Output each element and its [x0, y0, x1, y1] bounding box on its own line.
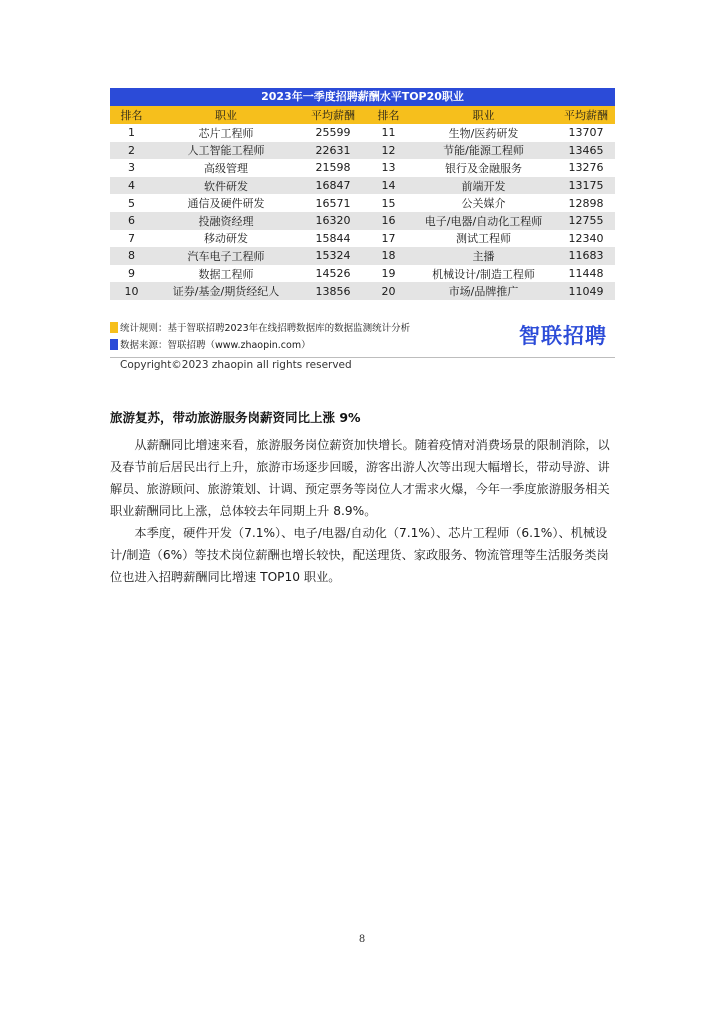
table-cell: 11: [367, 124, 410, 142]
table-cell: 4: [110, 177, 153, 195]
table-cell: 13465: [557, 142, 615, 160]
table-cell: 16: [367, 212, 410, 230]
data-source-text: 数据来源：智联招聘（www.zhaopin.com）: [120, 340, 311, 351]
table-cell: 前端开发: [410, 177, 557, 195]
table-cell: 12: [367, 142, 410, 160]
table-footer: [110, 320, 615, 356]
table-cell: 13175: [557, 177, 615, 195]
yellow-square-icon: [110, 322, 118, 333]
table-row: [110, 247, 615, 265]
table-cell: 11683: [557, 247, 615, 265]
table-cell: 14: [367, 177, 410, 195]
table-cell: 12340: [557, 230, 615, 248]
table-cell: 主播: [410, 247, 557, 265]
table-row: [110, 177, 615, 195]
table-cell: 芯片工程师: [153, 124, 299, 142]
paragraph: 从薪酬同比增速来看，旅游服务岗位薪资加快增长。随着疫情对消费场景的限制消除，以及春节前后居民出行上升，旅游市场逐步回暖，游客出游人次等出现大幅增长，带动导游、讲解员、旅游顾问、旅游策划、计调、预定票务等岗位人才需求火爆，今年一季度旅游服务相关职业薪酬同比上涨，总体较去年同期上升 8.9%。: [110, 438, 610, 518]
table-cell: 10: [110, 282, 153, 300]
table-cell: 13: [367, 159, 410, 177]
table-cell: 市场/品牌推广: [410, 282, 557, 300]
table-header-row: [110, 106, 615, 124]
table-row: [110, 124, 615, 142]
salary-table-block: [110, 88, 615, 300]
zhaopin-logo: 智联招聘: [519, 324, 607, 348]
page-number: 8: [358, 934, 366, 945]
table-cell: 移动研发: [153, 230, 299, 248]
header-occupation: 职业: [410, 106, 557, 124]
table-cell: 银行及金融服务: [410, 159, 557, 177]
stats-rule-text: 统计规则：基于智联招聘2023年在线招聘数据库的数据监测统计分析: [120, 323, 411, 334]
table-title: 2023年一季度招聘薪酬水平TOP20职业: [110, 88, 615, 106]
table-cell: 13856: [299, 282, 367, 300]
header-rank: 排名: [367, 106, 410, 124]
table-cell: 15: [367, 194, 410, 212]
table-cell: 20: [367, 282, 410, 300]
table-cell: 汽车电子工程师: [153, 247, 299, 265]
table-cell: 7: [110, 230, 153, 248]
table-cell: 22631: [299, 142, 367, 160]
table-cell: 投融资经理: [153, 212, 299, 230]
table-cell: 电子/电器/自动化工程师: [410, 212, 557, 230]
table-cell: 6: [110, 212, 153, 230]
table-cell: 14526: [299, 265, 367, 283]
header-avg-salary: 平均薪酬: [299, 106, 367, 124]
table-cell: 16847: [299, 177, 367, 195]
table-cell: 19: [367, 265, 410, 283]
table-cell: 生物/医药研发: [410, 124, 557, 142]
table-row: [110, 282, 615, 300]
table-cell: 16320: [299, 212, 367, 230]
table-cell: 11049: [557, 282, 615, 300]
table-row: [110, 194, 615, 212]
table-cell: 17: [367, 230, 410, 248]
table-cell: 12898: [557, 194, 615, 212]
header-rank: 排名: [110, 106, 153, 124]
table-cell: 12755: [557, 212, 615, 230]
table-cell: 软件研发: [153, 177, 299, 195]
table-cell: 人工智能工程师: [153, 142, 299, 160]
table-row: [110, 142, 615, 160]
table-cell: 11448: [557, 265, 615, 283]
data-source-line: [110, 339, 311, 353]
table-cell: 15844: [299, 230, 367, 248]
table-cell: 测试工程师: [410, 230, 557, 248]
divider: [110, 357, 615, 358]
table-cell: 通信及硬件研发: [153, 194, 299, 212]
stats-rule-line: [110, 322, 410, 336]
table-cell: 数据工程师: [153, 265, 299, 283]
table-cell: 机械设计/制造工程师: [410, 265, 557, 283]
table-cell: 1: [110, 124, 153, 142]
table-cell: 25599: [299, 124, 367, 142]
table-row: [110, 159, 615, 177]
table-cell: 高级管理: [153, 159, 299, 177]
header-occupation: 职业: [153, 106, 299, 124]
table-cell: 9: [110, 265, 153, 283]
table-cell: 13276: [557, 159, 615, 177]
header-avg-salary: 平均薪酬: [557, 106, 615, 124]
table-cell: 16571: [299, 194, 367, 212]
table-cell: 13707: [557, 124, 615, 142]
table-cell: 3: [110, 159, 153, 177]
table-row: [110, 230, 615, 248]
copyright-text: Copyright©2023 zhaopin all rights reserved: [120, 359, 352, 371]
table-cell: 节能/能源工程师: [410, 142, 557, 160]
salary-table: [110, 106, 615, 300]
table-cell: 2: [110, 142, 153, 160]
table-row: [110, 212, 615, 230]
blue-square-icon: [110, 339, 118, 350]
table-row: [110, 265, 615, 283]
paragraph: 本季度，硬件开发（7.1%）、电子/电器/自动化（7.1%）、芯片工程师（6.1%）、机械设计/制造（6%）等技术岗位薪酬也增长较快，配送理货、家政服务、物流管理等生活服务类岗位也进入招聘薪酬同比增速 TOP10 职业。: [110, 526, 609, 584]
table-cell: 18: [367, 247, 410, 265]
table-cell: 8: [110, 247, 153, 265]
table-cell: 证券/基金/期货经纪人: [153, 282, 299, 300]
table-cell: 21598: [299, 159, 367, 177]
section-title: 旅游复苏，带动旅游服务岗薪资同比上涨 9%: [110, 410, 361, 425]
table-cell: 公关媒介: [410, 194, 557, 212]
table-cell: 5: [110, 194, 153, 212]
table-cell: 15324: [299, 247, 367, 265]
